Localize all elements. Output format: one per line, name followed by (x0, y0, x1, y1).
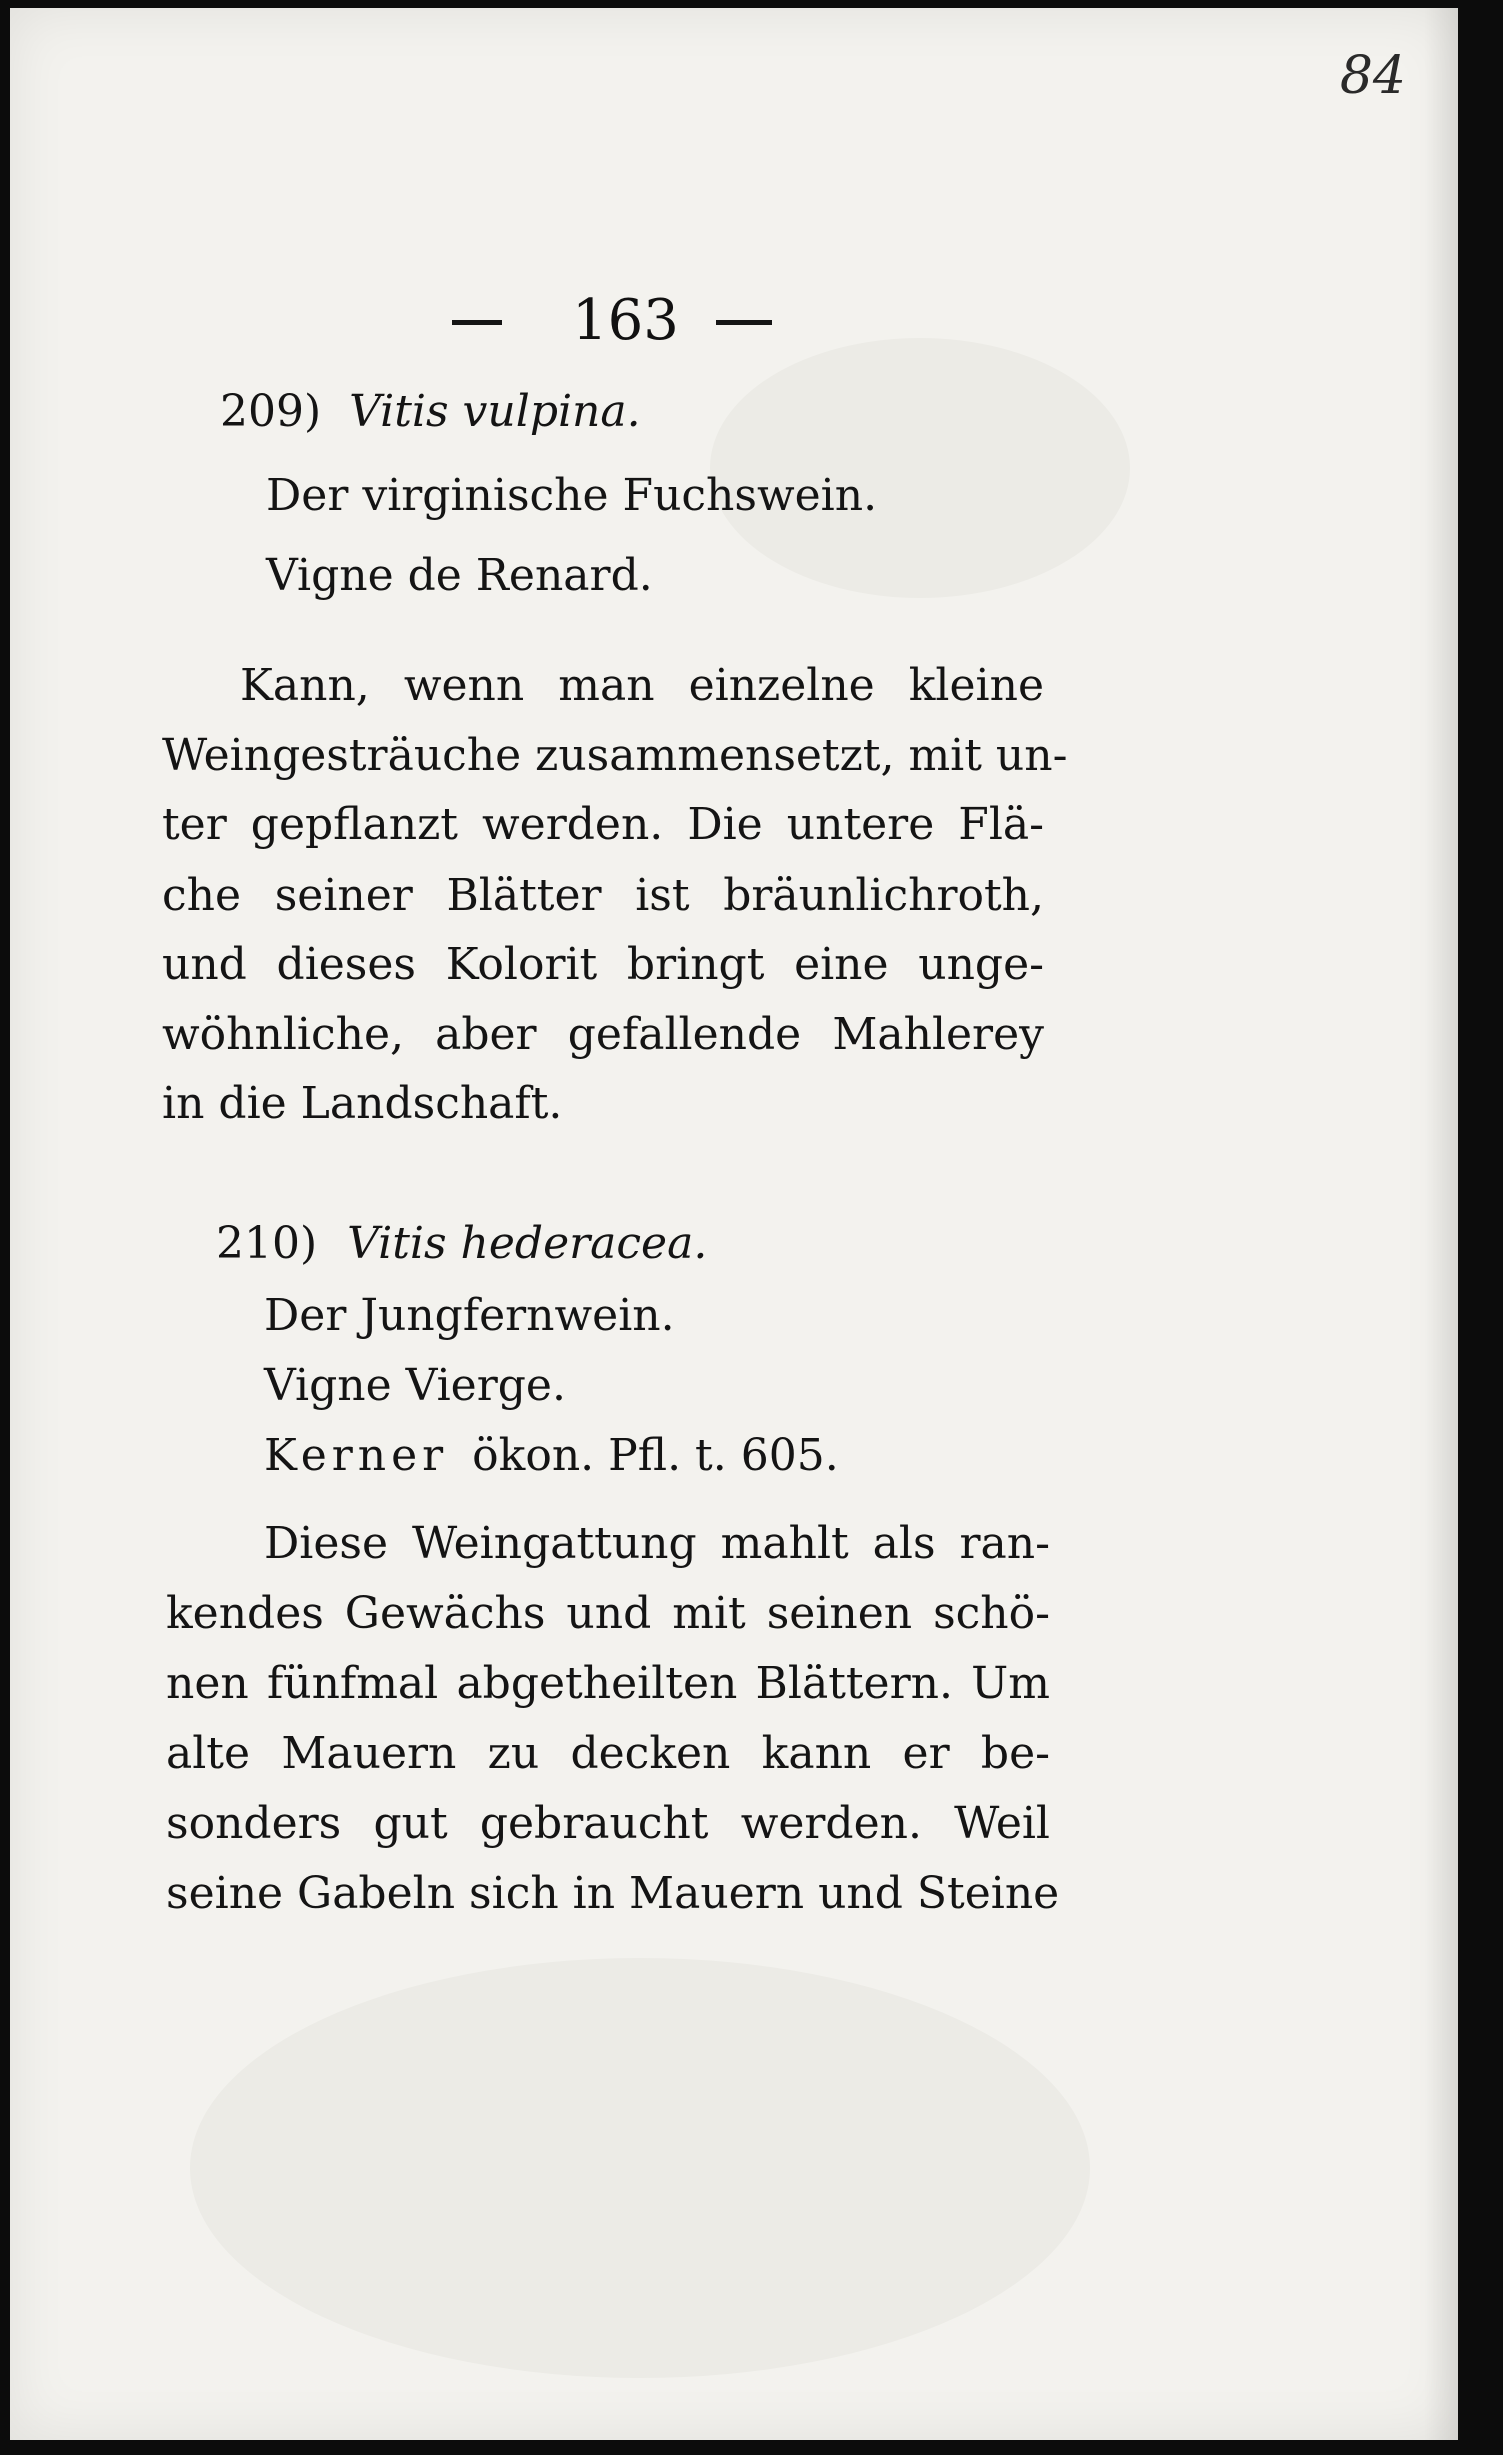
body-text-line: seine Gabeln sich in Mauern und Steine (166, 1868, 1060, 1919)
handwritten-folio-number: 84 (1339, 46, 1406, 106)
latin-name: Vitis vulpina. (349, 386, 641, 437)
german-name: Der Jungfernwein. (264, 1290, 675, 1341)
book-page (10, 8, 1458, 2440)
body-text-line: nen fünfmal abgetheilten Blättern. Um (166, 1658, 1050, 1709)
reference-author: Kerner (264, 1430, 449, 1481)
reference (264, 1430, 839, 1481)
body-text-line: kendes Gewächs und mit seinen schö- (166, 1588, 1050, 1639)
header-dash-right (716, 320, 772, 325)
body-text-line: ter gepflanzt werden. Die untere Flä- (162, 799, 1044, 850)
body-text-line: Diese Weingattung mahlt als ran- (264, 1518, 1050, 1569)
paper-stain (710, 338, 1130, 598)
french-name: Vigne Vierge. (264, 1360, 566, 1411)
header-dash-left (452, 320, 502, 325)
paper-stain (190, 1958, 1090, 2378)
body-text-line: wöhnliche, aber gefallende Mahlerey (162, 1009, 1044, 1060)
page-edge-shadow (1424, 8, 1458, 2440)
french-name: Vigne de Renard. (266, 550, 653, 601)
german-name: Der virginische Fuchswein. (266, 470, 878, 521)
body-text-line: in die Landschaft. (162, 1078, 563, 1129)
entry-number: 209) (220, 386, 322, 437)
body-text-line: Weingesträuche zusammensetzt, mit un- (162, 730, 1068, 781)
page-number: 163 (572, 288, 679, 353)
body-text-line: und dieses Kolorit bringt eine unge- (162, 939, 1044, 990)
body-text-line: alte Mauern zu decken kann er be- (166, 1728, 1050, 1779)
entry-heading (220, 386, 641, 437)
body-text-line: che seiner Blätter ist bräunlichroth, (162, 870, 1044, 921)
entry-heading (216, 1218, 708, 1269)
body-text-line: Kann, wenn man einzelne kleine (240, 660, 1044, 711)
body-text-line: sonders gut gebraucht werden. Weil (166, 1798, 1050, 1849)
latin-name: Vitis hederacea. (347, 1218, 708, 1269)
reference-work: ökon. Pfl. t. 605. (472, 1430, 839, 1481)
entry-number: 210) (216, 1218, 318, 1269)
